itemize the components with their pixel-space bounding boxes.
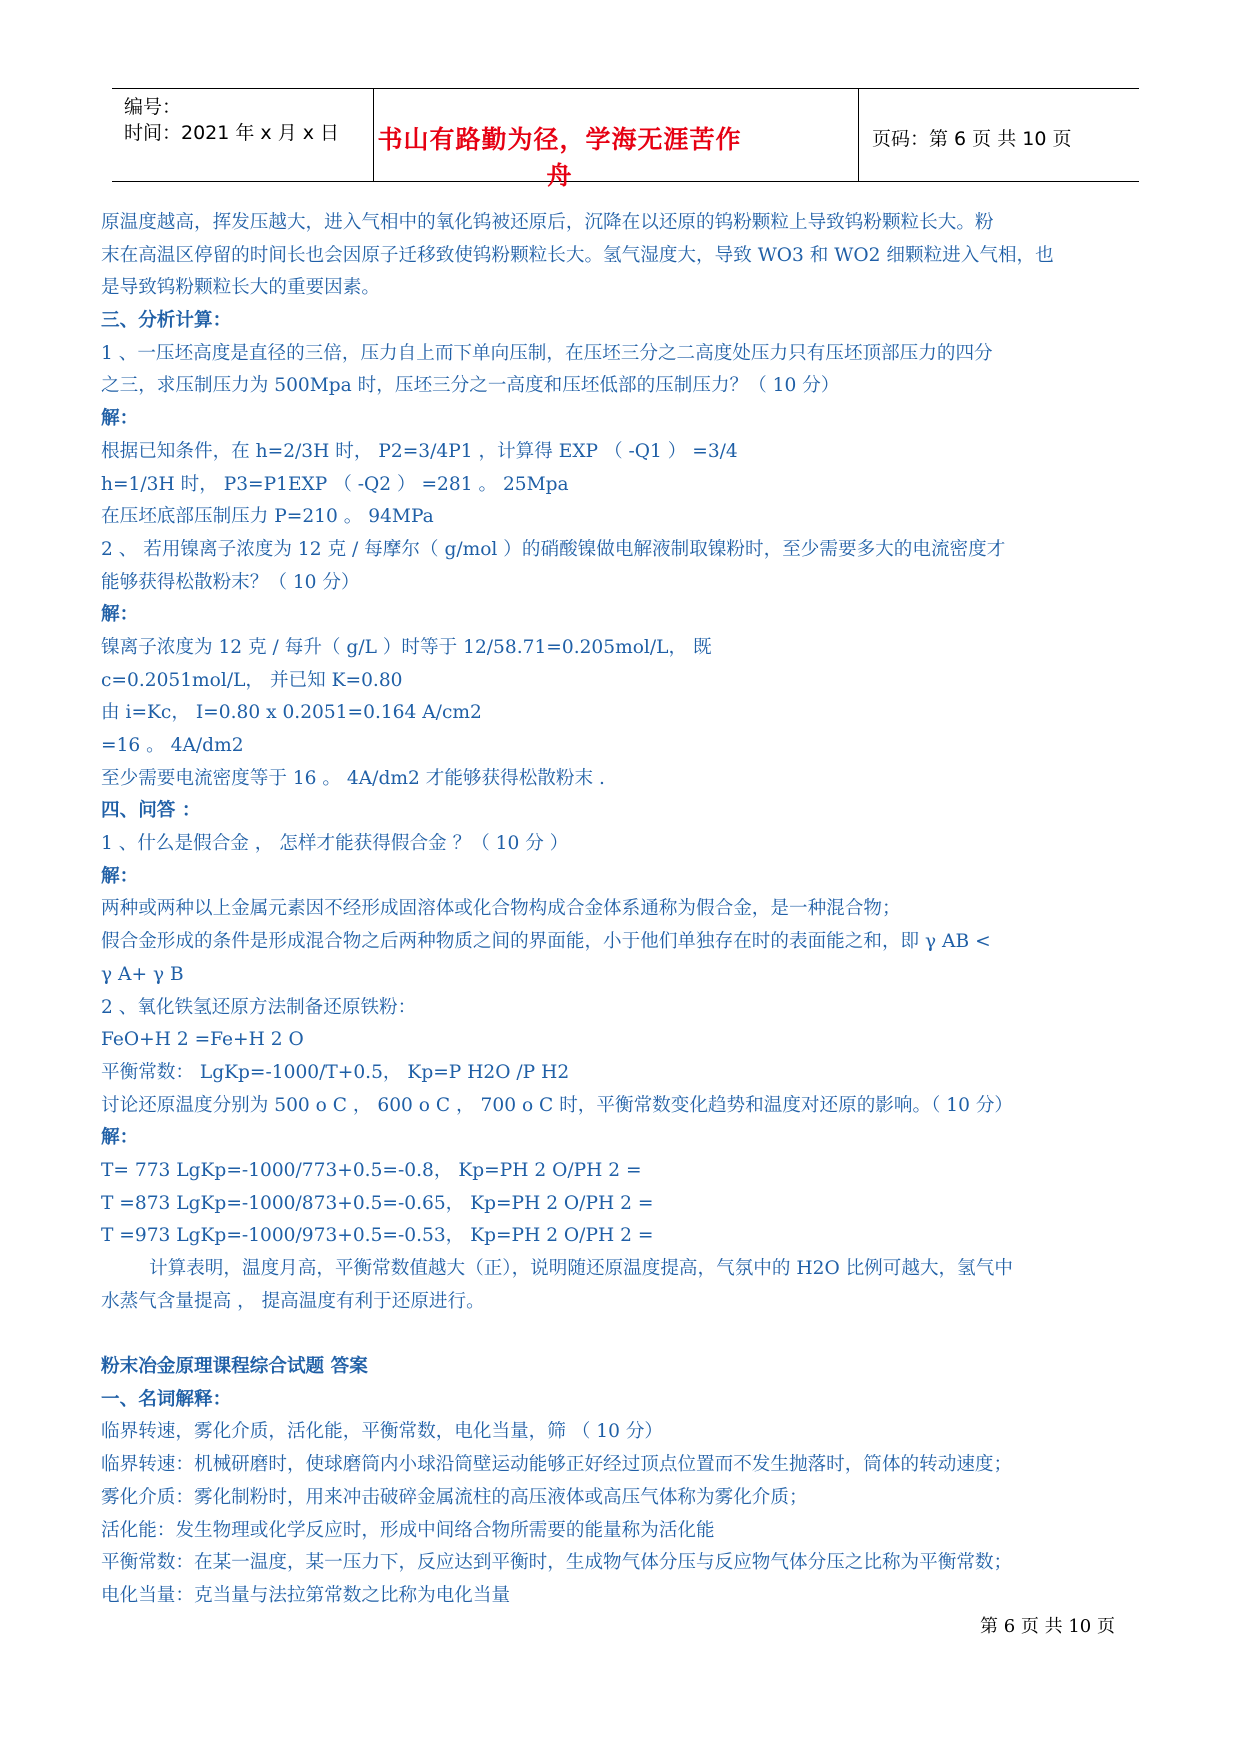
section-heading: 解：	[101, 865, 139, 887]
section-heading: 一、名词解释：	[101, 1388, 232, 1410]
text-line: T =973 LgKp=-1000/973+0.5=-0.53， Kp=PH 2 O/PH 2 =	[101, 1225, 654, 1247]
text-line: 假合金形成的条件是形成混合物之后两种物质之间的界面能，小于他们单独存在时的表面能之和，即 γ AB <	[101, 931, 991, 953]
section-heading: 解：	[101, 1127, 139, 1149]
text-line: 原温度越高，挥发压越大，进入气相中的氧化钨被还原后，沉降在以还原的钨粉颗粒上导致钨粉颗粒长大。粉	[101, 212, 994, 233]
text-line: γ A+ γ B	[101, 963, 184, 985]
text-line: 两种或两种以上金属元素因不经形成固溶体或化合物构成合金体系通称为假合金，是一种混合物；	[101, 898, 901, 920]
header-number-label: 编号：	[124, 96, 182, 118]
text-line: 末在高温区停留的时间长也会因原子迁移致使钨粉颗粒长大。氢气湿度大，导致 WO3 和 WO2 细颗粒进入气相，也	[101, 244, 1054, 266]
text-line: 平衡常数：在某一温度，某一压力下，反应达到平衡时，生成物气体分压与反应物气体分压之比称为平衡常数；	[101, 1552, 1013, 1574]
page-footer: 第 6 页 共 10 页	[980, 1616, 1115, 1637]
text-line: 计算表明，温度月高，平衡常数值越大（正），说明随还原温度提高，气氛中的 H2O 比例可越大，氢气中	[149, 1258, 1013, 1279]
text-line: 根据已知条件，在 h=2/3H 时， P2=3/4P1 ，计算得 EXP （ -Q1 ） =3/4	[101, 440, 738, 462]
text-line: 1 、一压坯高度是直径的三倍，压力自上而下单向压制，在压坯三分之二高度处压力只有压坯顶部压力的四分	[101, 342, 993, 364]
header-top-rule	[112, 88, 1139, 89]
section-heading: 三、分析计算：	[101, 310, 232, 332]
text-line: 镍离子浓度为 12 克 / 每升（ g/L ）时等于 12/58.71=0.205mol/L， 既	[101, 636, 712, 658]
text-line: 临界转速：机械研磨时，使球磨筒内小球沿筒壁运动能够正好经过顶点位置而不发生抛落时，筒体的转动速度；	[101, 1454, 1013, 1476]
text-line: 临界转速，雾化介质，活化能，平衡常数，电化当量，筛 （ 10 分）	[101, 1421, 664, 1443]
text-line: 1 、什么是假合金 ， 怎样才能获得假合金 ？（ 10 分 ）	[101, 833, 569, 855]
text-line: 2 、 若用镍离子浓度为 12 克 / 每摩尔（ g/mol ）的硝酸镍做电解液制取镍粉时，至少需要多大的电流密度才	[101, 538, 1006, 560]
text-line: 讨论还原温度分别为 500 o C ， 600 o C ， 700 o C 时，平衡常数变化趋势和温度对还原的影响。（ 10 分）	[101, 1094, 1014, 1116]
header-time-label: 时间：2021 年 x 月 x 日	[124, 122, 340, 144]
text-line: 至少需要电流密度等于 16 。 4A/dm2 才能够获得松散粉末 .	[101, 767, 605, 789]
header-divider-right	[858, 88, 859, 182]
text-line: 活化能：发生物理或化学反应时，形成中间络合物所需要的能量称为活化能	[101, 1519, 715, 1541]
text-line: 2 、氧化铁氢还原方法制备还原铁粉：	[101, 996, 417, 1018]
document-body	[101, 207, 1141, 1613]
text-line: T= 773 LgKp=-1000/773+0.5=-0.8， Kp=PH 2 O/PH 2 =	[101, 1159, 642, 1181]
blank-line	[101, 1318, 1141, 1351]
text-line: 雾化介质：雾化制粉时，用来冲击破碎金属流柱的高压液体或高压气体称为雾化介质；	[101, 1486, 808, 1508]
text-line: 电化当量：克当量与法拉第常数之比称为电化当量	[101, 1584, 511, 1606]
section-heading: 解：	[101, 408, 139, 430]
section-heading: 粉末冶金原理课程综合试题 答案	[101, 1356, 368, 1378]
header-page-label: 页码：第 6 页 共 10 页	[872, 128, 1072, 150]
text-line: 是导致钨粉颗粒长大的重要因素。	[101, 277, 380, 299]
text-line: 平衡常数： LgKp=-1000/T+0.5， Kp=P H2O /P H2	[101, 1061, 570, 1083]
text-line: c=0.2051mol/L， 并已知 K=0.80	[101, 669, 403, 691]
text-line: 能够获得松散粉末？（ 10 分）	[101, 571, 360, 593]
text-line: 由 i=Kc， I=0.80 x 0.2051=0.164 A/cm2	[101, 702, 482, 724]
text-line: =16 。 4A/dm2	[101, 735, 244, 756]
page-header	[112, 88, 1139, 190]
section-heading: 四、问答 ：	[101, 800, 201, 822]
section-heading: 解：	[101, 604, 139, 626]
text-line: 之三，求压制压力为 500Mpa 时，压坯三分之一高度和压坯低部的压制压力？（ 10 分）	[101, 375, 840, 397]
header-motto: 书山有路勤为径，学海无涯苦作舟	[377, 125, 742, 190]
text-line: h=1/3H 时， P3=P1EXP （ -Q2 ） =281 。 25Mpa	[101, 473, 569, 495]
text-line: FeO+H 2 =Fe+H 2 O	[101, 1029, 304, 1051]
text-line: T =873 LgKp=-1000/873+0.5=-0.65， Kp=PH 2 O/PH 2 =	[101, 1192, 654, 1214]
text-line: 水蒸气含量提高 ， 提高温度有利于还原进行。	[101, 1290, 485, 1312]
text-line: 在压坯底部压制压力 P=210 。 94MPa	[101, 506, 434, 528]
